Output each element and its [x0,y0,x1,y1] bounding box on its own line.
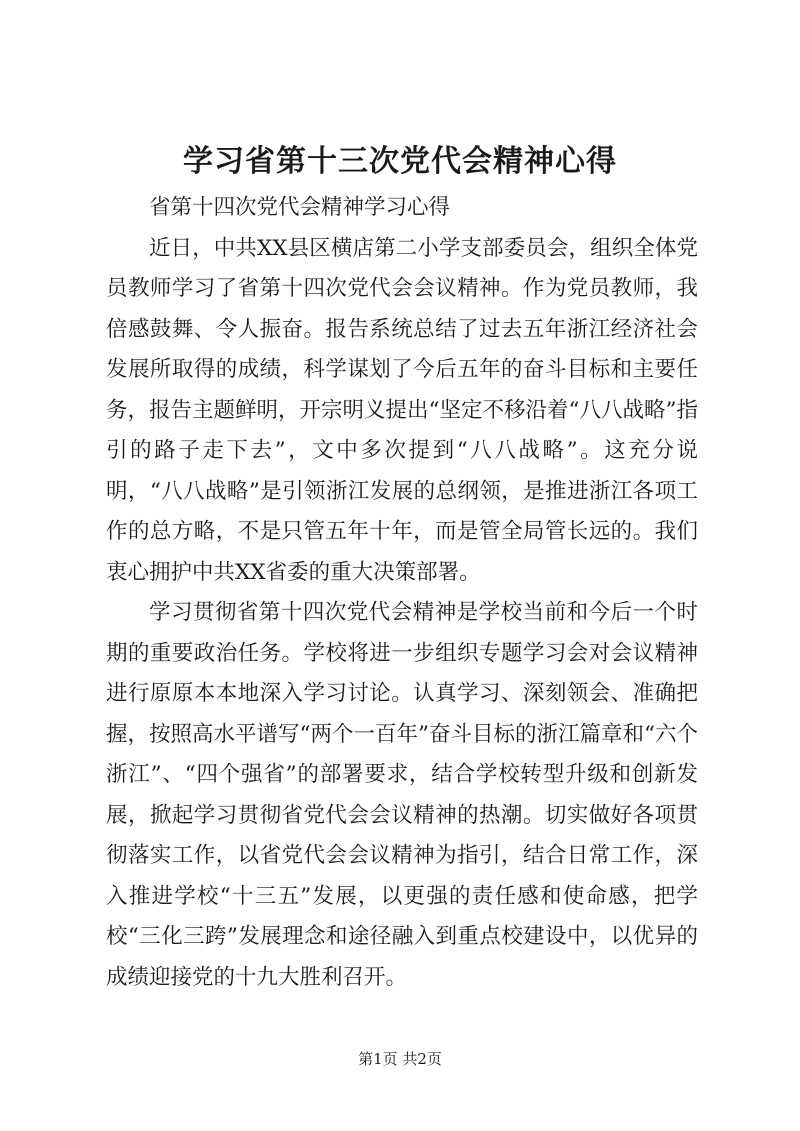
body-paragraph: 近日，中共XX县区横店第二小学支部委员会，组织全体党员教师学习了省第十四次党代会会议精神。作为党员教师，我倍感鼓舞、令人振奋。报告系统总结了过去五年浙江经济社会发展所取得的成绩，科学谋划了今后五年的奋斗目标和主要任务，报告主题鲜明，开宗明义提出“坚定不移沿着“八八战略”指引的路子走下去”，文中多次提到“八八战略”。这充分说明，“八八战略”是引领浙江发展的总纲领，是推进浙江各项工作的总方略，不是只管五年十年，而是管全局管长远的。我们衷心拥护中共XX省委的重大决策部署。 [106,235,698,585]
page-number-footer: 第1页 共2页 [358,1050,442,1068]
body-paragraph: 学习贯彻省第十四次党代会精神是学校当前和今后一个时期的重要政治任务。学校将进一步组织专题学习会对会议精神进行原原本本地深入学习讨论。认真学习、深刻领会、准确把握，按照高水平谱写“两个一百年”奋斗目标的浙江篇章和“六个浙江”、“四个强省”的部署要求，结合学校转型升级和创新发展，掀起学习贯彻省党代会会议精神的热潮。切实做好各项贯彻落实工作，以省党代会会议精神为指引，结合日常工作，深入推进学校“十三五”发展，以更强的责任感和使命感，把学校“三化三跨”发展理念和途径融入到重点校建设中，以优异的成绩迎接党的十九大胜利召开。 [106,600,698,990]
document-title: 学习省第十三次党代会精神心得 [183,144,617,179]
document-body [106,188,698,998]
subtitle-paragraph: 省第十四次党代会精神学习心得 [149,195,451,220]
